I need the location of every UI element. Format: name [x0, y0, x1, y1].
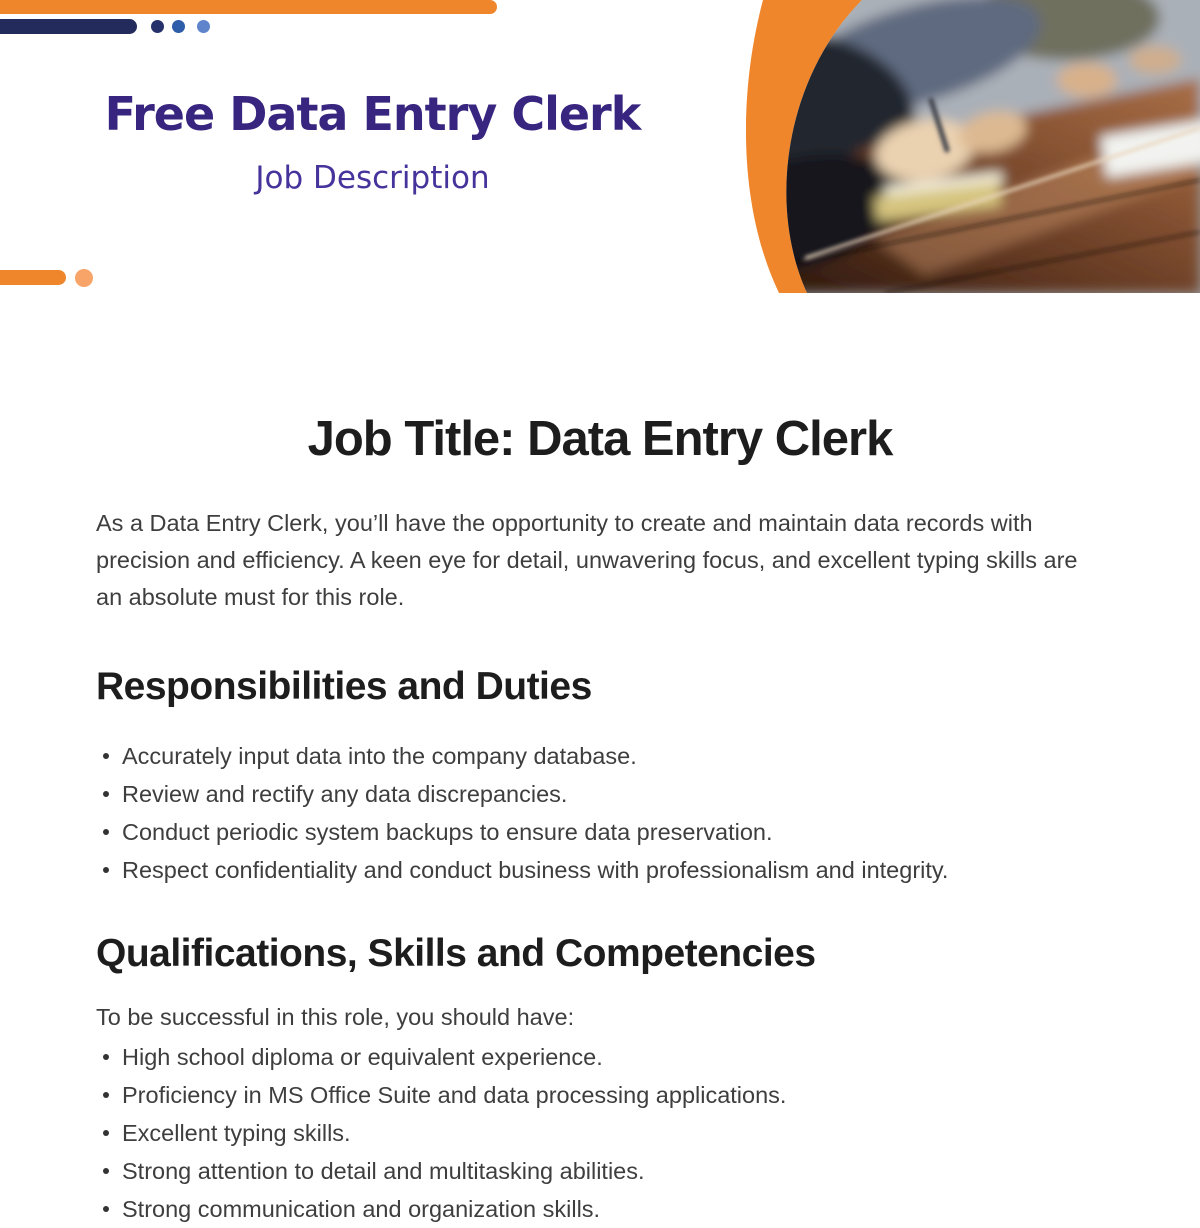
header: [0, 0, 1200, 293]
document-subtitle: Job Description: [255, 159, 490, 196]
qualifications-intro: To be successful in this role, you should have:: [96, 1003, 575, 1030]
document-title: Free Data Entry Clerk: [104, 87, 641, 141]
responsibilities-heading: Responsibilities and Duties: [96, 664, 592, 708]
qualifications-list: [96, 1038, 1104, 1228]
document-body: [0, 413, 1200, 1228]
decor-orange-dash: [0, 270, 66, 285]
responsibilities-list: [96, 737, 1104, 889]
decor-orange-dot: [75, 269, 93, 287]
list-item: Proficiency in MS Office Suite and data processing applications.: [96, 1076, 1104, 1114]
section-qualifications: [96, 933, 1104, 1228]
list-item: Accurately input data into the company database.: [96, 737, 1104, 775]
list-item: Excellent typing skills.: [96, 1114, 1104, 1152]
qualifications-heading: Qualifications, Skills and Competencies: [96, 931, 816, 975]
job-title-heading: Job Title: Data Entry Clerk: [307, 412, 893, 466]
header-text-block: [0, 0, 745, 195]
list-item: Conduct periodic system backups to ensure data preservation.: [96, 813, 1104, 851]
list-item: Review and rectify any data discrepancies.: [96, 775, 1104, 813]
section-responsibilities: [96, 666, 1104, 889]
job-summary-paragraph: As a Data Entry Clerk, you’ll have the opportunity to create and maintain data records with precision and efficiency. A keen eye for detail, unwavering focus, and excellent typing skills are an absolute must for this role.: [96, 509, 1078, 610]
list-item: High school diploma or equivalent experience.: [96, 1038, 1104, 1076]
list-item: Strong attention to detail and multitasking abilities.: [96, 1152, 1104, 1190]
list-item: Strong communication and organization skills.: [96, 1190, 1104, 1228]
list-item: Respect confidentiality and conduct business with professionalism and integrity.: [96, 851, 1104, 889]
people-writing-at-table-photo: [735, 0, 1200, 293]
